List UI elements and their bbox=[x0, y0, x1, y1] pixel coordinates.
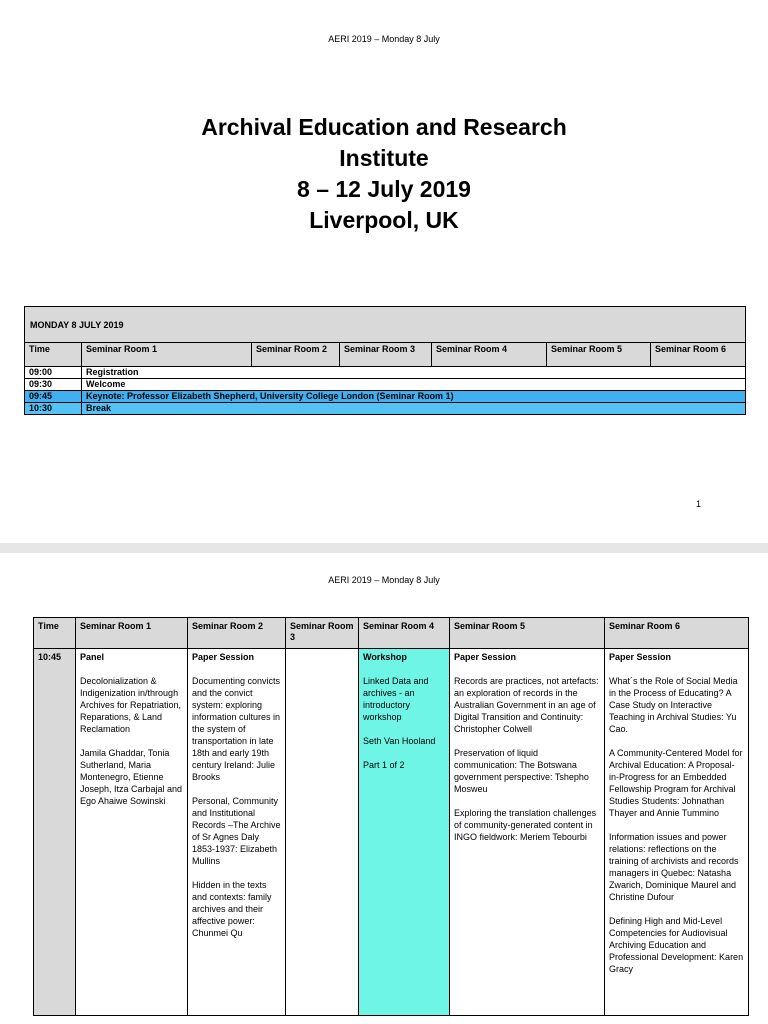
paper-entry: Defining High and Mid-Level Competencies for Audiovisual Archiving Education and Professional Development: Karen Gracy bbox=[609, 916, 744, 974]
column-header-room-4: Seminar Room 4 bbox=[432, 343, 547, 367]
paper-entry: Documenting convicts and the convict system: exploring information cultures in the system of transportation in late 18th and early 19th century Ireland: Julie Brooks bbox=[192, 676, 281, 782]
paper-entry: A Community-Centered Model for Archival Education: A Proposal-in-Progress for an Embedded Fellowship Program for Archival Studies Students: Johnathan Thayer and Annie Tummino bbox=[609, 748, 743, 818]
title-line-3: 8 – 12 July 2019 bbox=[297, 176, 471, 202]
column-header-room-6: Seminar Room 6 bbox=[651, 343, 746, 367]
room-5-cell bbox=[450, 649, 605, 1016]
paper-entry: Records are practices, not artefacts: an exploration of records in the Australian Government in an age of Digital Transition and Continuity: Christopher Colwell bbox=[454, 676, 599, 734]
workshop-part: Part 1 of 2 bbox=[363, 760, 405, 770]
schedule-row bbox=[25, 379, 746, 391]
column-header-room-3: Seminar Room 3 bbox=[340, 343, 432, 367]
workshop-presenter: Seth Van Hooland bbox=[363, 736, 436, 746]
session-type: Paper Session bbox=[192, 652, 255, 662]
title-line-2: Institute bbox=[339, 145, 429, 171]
schedule-table-session bbox=[33, 617, 749, 1016]
session-cell: Registration bbox=[82, 367, 746, 379]
running-head: AERI 2019 – Monday 8 July bbox=[328, 575, 440, 585]
column-header-room-5: Seminar Room 5 bbox=[547, 343, 651, 367]
time-cell: 10:30 bbox=[25, 403, 82, 415]
session-type: Workshop bbox=[363, 652, 407, 662]
paper-entry: What´s the Role of Social Media in the Process of Educating? A Case Study on Interactive Teaching in Archival Studies: Yu Cao. bbox=[609, 676, 738, 734]
document-page-2 bbox=[0, 553, 768, 1024]
column-header-room-2: Seminar Room 2 bbox=[252, 343, 340, 367]
schedule-row bbox=[34, 649, 749, 1016]
paper-entry: Personal, Community and Institutional Records –The Archive of Sr Agnes Daly 1853-1937: Elizabeth Mullins bbox=[192, 796, 281, 866]
paper-entry: Information issues and power relations: reflections on the training of archivists and records managers in Quebec: Natasha Zwarich, Dominique Maurel and Christine Dufour bbox=[609, 832, 739, 902]
paper-entry: Exploring the translation challenges of community-generated content in INGO fieldwork: Meriem Tebourbi bbox=[454, 808, 597, 842]
session-type: Paper Session bbox=[454, 652, 517, 662]
session-presenters: Jamila Ghaddar, Tonia Sutherland, Maria Montenegro, Etienne Joseph, Itza Carbajal and Ego Ahaiwe Sowinski bbox=[80, 748, 183, 806]
day-heading-row bbox=[25, 307, 746, 343]
paper-entry: Preservation of liquid communication: The Botswana government perspective: Tshepho Mosweu bbox=[454, 748, 589, 794]
column-header-time: Time bbox=[25, 343, 82, 367]
running-head: AERI 2019 – Monday 8 July bbox=[328, 34, 440, 44]
session-cell: Welcome bbox=[82, 379, 746, 391]
session-type: Panel bbox=[80, 652, 105, 662]
column-header-room-5: Seminar Room 5 bbox=[450, 618, 605, 649]
title-line-4: Liverpool, UK bbox=[309, 207, 459, 233]
room-1-cell bbox=[76, 649, 188, 1016]
room-3-cell bbox=[286, 649, 359, 1016]
room-6-cell bbox=[605, 649, 749, 1016]
schedule-row-break bbox=[25, 403, 746, 415]
column-header-row bbox=[25, 343, 746, 367]
session-title: Decolonialization & Indigenization in/through Archives for Repatriation, Reparations, & Land Reclamation bbox=[80, 676, 182, 734]
time-cell: 09:30 bbox=[25, 379, 82, 391]
column-header-room-4: Seminar Room 4 bbox=[359, 618, 450, 649]
column-header-row bbox=[34, 618, 749, 649]
session-type: Paper Session bbox=[609, 652, 672, 662]
column-header-room-3: Seminar Room 3 bbox=[286, 618, 359, 649]
column-header-room-6: Seminar Room 6 bbox=[605, 618, 749, 649]
session-cell: Keynote: Professor Elizabeth Shepherd, University College London (Seminar Room 1) bbox=[82, 391, 746, 403]
column-header-room-2: Seminar Room 2 bbox=[188, 618, 286, 649]
room-4-cell bbox=[359, 649, 450, 1016]
session-cell: Break bbox=[82, 403, 746, 415]
paper-entry: Hidden in the texts and contexts: family archives and their affective power: Chunmei Qu bbox=[192, 880, 272, 938]
schedule-table-morning bbox=[24, 306, 746, 415]
workshop-title: Linked Data and archives - an introductory workshop bbox=[363, 676, 429, 722]
column-header-time: Time bbox=[34, 618, 76, 649]
column-header-room-1: Seminar Room 1 bbox=[82, 343, 252, 367]
time-cell: 09:00 bbox=[25, 367, 82, 379]
time-cell: 09:45 bbox=[25, 391, 82, 403]
day-heading: MONDAY 8 JULY 2019 bbox=[25, 307, 746, 343]
time-cell: 10:45 bbox=[34, 649, 76, 1016]
title-line-1: Archival Education and Research bbox=[201, 114, 567, 140]
page-number: 1 bbox=[696, 499, 702, 509]
room-2-cell bbox=[188, 649, 286, 1016]
document-title bbox=[0, 112, 768, 236]
schedule-row bbox=[25, 367, 746, 379]
schedule-row-keynote bbox=[25, 391, 746, 403]
column-header-room-1: Seminar Room 1 bbox=[76, 618, 188, 649]
